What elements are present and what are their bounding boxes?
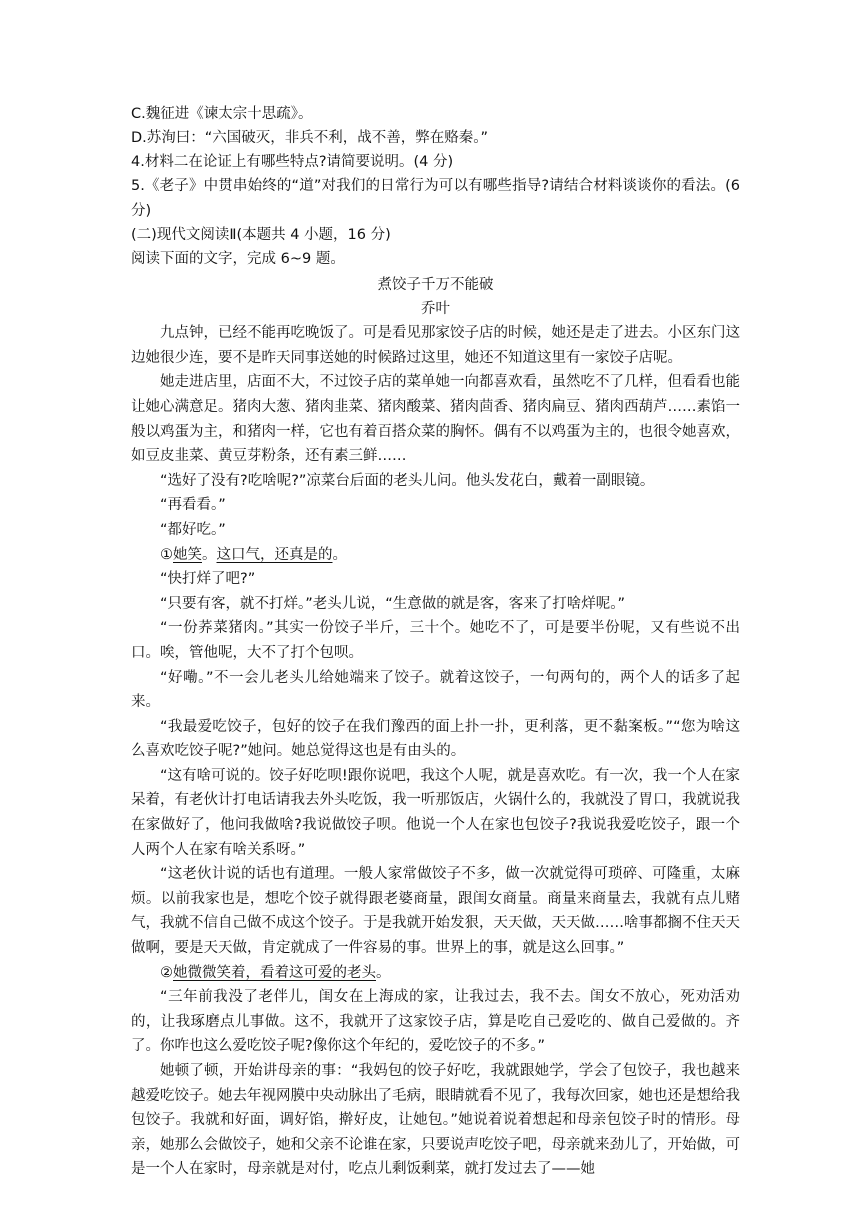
- paragraph: “这有啥可说的。饺子好吃呗!跟你说吧，我这个人呢，就是喜欢吃。有一次，我一个人在家呆着，有老伙计打电话请我去外头吃饭，我一听那饭店，火锅什么的，我就没了胃口，我就说我在家做好了，他问我做啥?我说做饺子呗。他说一个人在家也包饺子?我说我爱吃饺子，跟一个人两个人在家有啥关系呀。”: [131, 767, 740, 858]
- paragraph: “三年前我没了老伴儿，闺女在上海成的家，让我过去，我不去。闺女不放心，死劝活劝的，让我琢磨点儿事做。这不，我就开了这家饺子店，算是吃自己爱吃的、做自己爱做的。齐了。你咋也这么爱吃饺子呢?像你这个年纪的，爱吃饺子的不多。”: [131, 989, 740, 1055]
- paragraph: “再看看。”: [160, 497, 226, 514]
- paragraph: “一份荞菜猪肉。”其实一份饺子半斤，三十个。她吃不了，可是要半份呢，又有些说不出口。唉，管他呢，大不了打个包呗。: [131, 620, 740, 661]
- punctuation: 。: [376, 964, 391, 981]
- option-d: D.苏洵曰：“六国破灭，非兵不利，战不善，弊在赂秦。”: [131, 130, 489, 146]
- circled-number-2: ②: [160, 964, 173, 981]
- paragraph: “好嘞。”不一会儿老头儿给她端来了饺子。就着这饺子，一句两句的，两个人的话多了起来。: [131, 669, 740, 711]
- paragraph: “我最爱吃饺子，包好的饺子在我们豫西的面上扑一扑，更利落，更不黏案板。”“您为啥这么喜欢吃饺子呢?”她问。她总觉得这也是有由头的。: [131, 718, 740, 760]
- article-title: 煮饺子千万不能破: [377, 277, 494, 294]
- underlined-sentence-1b: 这口气，还真是的: [216, 546, 333, 563]
- paragraph: 她顿了顿，开始讲母亲的事：“我妈包的饺子好吃，我就跟她学，学会了包饺子，我也越来越爱吃饺子。她去年视网膜中央动脉出了毛病，眼睛就看不见了，我每次回家，她也还是想给我包饺子。我就和好面，调好馅，擀好皮，让她包。”她说着说着想起和母亲包饺子时的情形。母亲，她那么会做饺子，她和父亲不论谁在家，只要说声吃饺子吧，母亲就来劲儿了，开始做，可是一个人在家时，母亲就是对付，吃点儿剩饭剩菜，就打发过去了——她: [131, 1063, 740, 1178]
- underlined-sentence-2: 她微微笑着，看着这可爱的老头: [173, 964, 376, 981]
- paragraph-marked-2: [131, 961, 740, 986]
- question-4: 4.材料二在论证上有哪些特点?请简要说明。(4 分): [131, 154, 454, 170]
- paragraph: “这老伙计说的话也有道理。一般人家常做饺子不多，做一次就觉得可琐碎、可隆重，太麻烦。以前我家也是，想吃个饺子就得跟老婆商量，跟闺女商量。商量来商量去，我就有点儿赌气，我就不信自己做不成这个饺子。于是我就开始发狠，天天做，天天做……啥事都搁不住天天做啊，要是天天做，肯定就成了一件容易的事。世界上的事，就是这么回事。”: [131, 866, 740, 957]
- option-c: C.魏征进《谏太宗十思疏》。: [131, 106, 313, 122]
- punctuation: 。: [202, 546, 217, 563]
- paragraph: “快打烊了吧?”: [160, 571, 256, 588]
- section-instruction: 阅读下面的文字，完成 6~9 题。: [131, 251, 345, 268]
- paragraph: 九点钟，已经不能再吃晚饭了。可是看见那家饺子店的时候，她还是走了进去。小区东门这边她很少连，要不是昨天同事送她的时候路过这里，她还不知道这里有一家饺子店呢。: [131, 325, 740, 366]
- article-body: [131, 321, 740, 1182]
- paragraph: 她走进店里，店面不大，不过饺子店的菜单她一向都喜欢看，虽然吃不了几样，但看看也能让她心满意足。猪肉大葱、猪肉韭菜、猪肉酸菜、猪肉茴香、猪肉扁豆、猪肉西葫芦……素馅一般以鸡蛋为主，和猪肉一样，它也有着百搭众菜的胸怀。偶有不以鸡蛋为主的，也很令她喜欢，如豆皮韭菜、黄豆芽粉条，还有素三鲜……: [131, 374, 740, 465]
- previous-questions: [131, 102, 740, 271]
- section-heading: (二)现代文阅读Ⅱ(本题共 4 小题，16 分): [131, 227, 391, 244]
- paragraph: “都好吃。”: [160, 521, 226, 538]
- punctuation: 。: [332, 546, 347, 563]
- paragraph: “选好了没有?吃啥呢?”凉菜台后面的老头儿问。他头发花白，戴着一副眼镜。: [160, 472, 655, 489]
- paragraph: “只要有客，就不打烊。”老头儿说，“生意做的就是客，客来了打啥烊呢。”: [160, 595, 626, 612]
- article-author: 乔叶: [421, 301, 450, 318]
- paragraph-marked-1: [131, 543, 740, 568]
- underlined-sentence-1a: 她笑: [173, 546, 202, 563]
- question-5: 5.《老子》中贯串始终的“道”对我们的日常行为可以有哪些指导?请结合材料谈谈你的看法。(6 分): [131, 178, 740, 219]
- circled-number-1: ①: [160, 546, 173, 563]
